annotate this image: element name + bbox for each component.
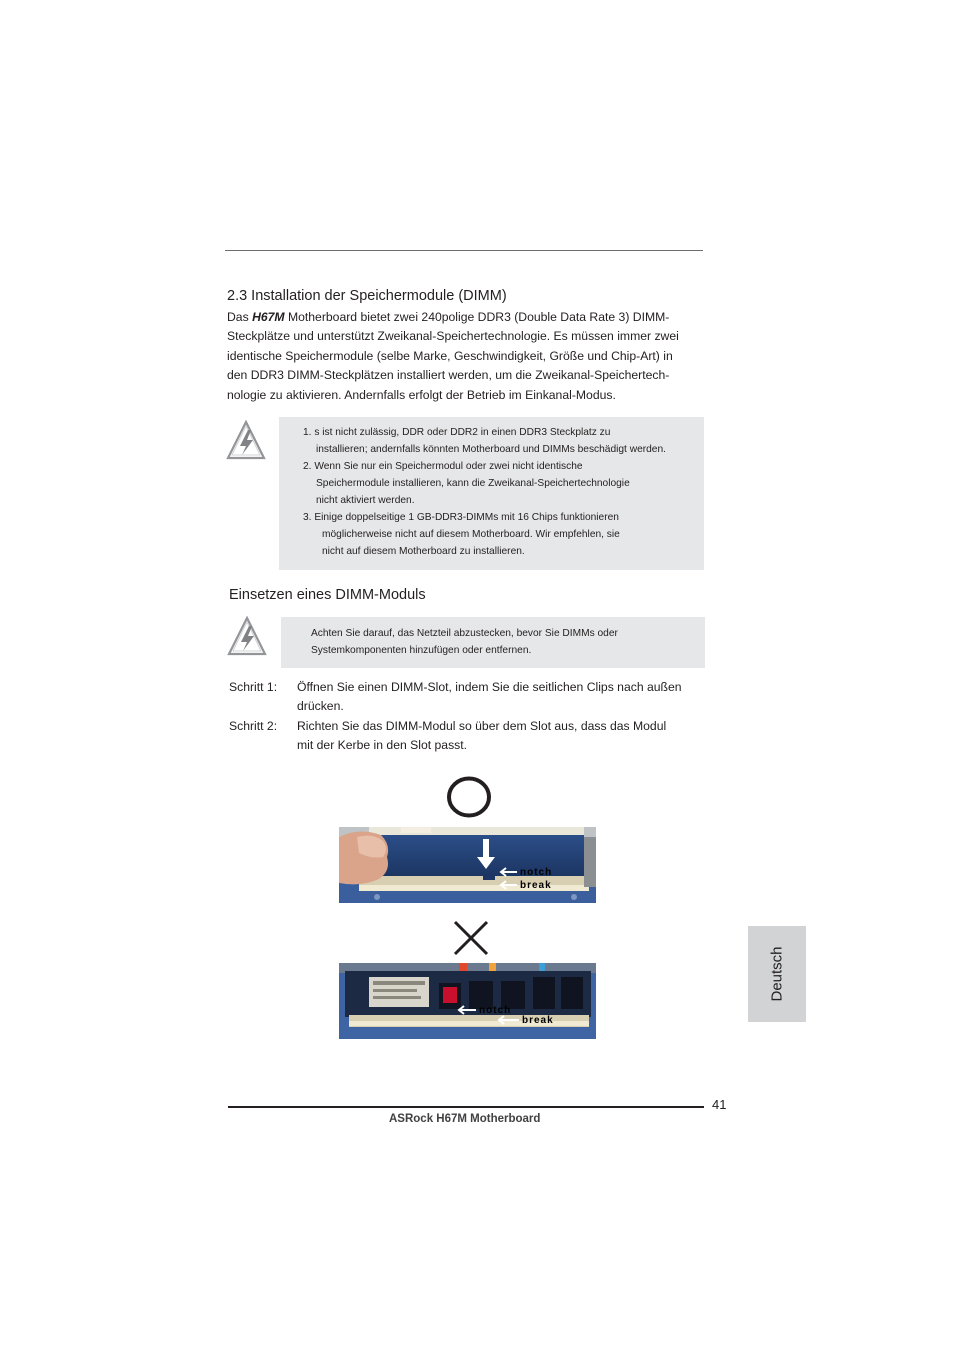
language-tab-label: Deutsch [768, 946, 786, 1002]
wrong-break-label: break [522, 1015, 554, 1026]
wrong-notch-label: notch [479, 1005, 512, 1016]
cross-wrong-icon [452, 919, 490, 957]
intro-line-3: identische Speichermodule (selbe Marke, Geschwindigkeit, Größe und Chip-Art) in [227, 348, 673, 363]
correct-notch-label: notch [520, 867, 553, 878]
intro-line-1: Das H67M Motherboard bietet zwei 240polige DDR3 (Double Data Rate 3) DIMM- [227, 310, 670, 324]
intro-line-5: nologie zu aktivieren. Andernfalls erfolgt der Betrieb im Einkanal-Modus. [227, 387, 616, 402]
note-item-3: 3. Einige doppelseitige 1 GB-DDR3-DIMMs mit 16 Chips funktionieren möglicherweise nicht auf diesem Motherboard. Wir empfehlen, sie nicht auf diesem Motherboard zu installieren. [303, 512, 620, 557]
power-warning-line-1: Achten Sie darauf, das Netzteil abzustecken, bevor Sie DIMMs oder [311, 628, 618, 639]
step-2: Schritt 2: Richten Sie das DIMM-Modul so über dem Slot aus, dass das Modul mit der Kerbe in den Slot passt. [229, 718, 667, 753]
intro-paragraph [227, 308, 705, 405]
steps-list [229, 678, 682, 756]
power-warning-line-2: Systemkomponenten hinzufügen oder entfernen. [311, 644, 532, 656]
footer-text: ASRock H67M Motherboard [389, 1113, 541, 1125]
warning-triangle-icon [227, 616, 267, 656]
step-label: Schritt 2: [229, 718, 278, 733]
subsection-title: Einsetzen eines DIMM-Moduls [229, 587, 426, 603]
step-label: Schritt 1: [229, 680, 278, 694]
note-item-2: 2. Wenn Sie nur ein Speichermodul oder zwei nicht identische Speichermodule installieren, kann die Zweikanal-Speichertechnologie nicht aktiviert werden. [303, 461, 630, 506]
model-name: H67M [252, 310, 285, 324]
intro-line-2: Steckplätze und unterstützt Zweikanal-Speichertechnologie. Es müssen immer zwei [227, 329, 679, 344]
notes-list [303, 424, 666, 560]
installation-notes-box [279, 417, 704, 570]
correct-insertion-photo [339, 827, 596, 903]
page-number: 41 [712, 1097, 727, 1112]
warning-triangle-icon [226, 420, 266, 460]
circle-correct-icon [446, 775, 492, 819]
correct-break-label: break [520, 880, 552, 891]
step-1: Schritt 1: Öffnen Sie einen DIMM-Slot, indem Sie die seitlichen Clips nach außen drücken. [229, 680, 682, 714]
intro-line-4: den DDR3 DIMM-Steckplätzen installiert werden, um die Zweikanal-Speichertech- [227, 368, 670, 383]
section-title: 2.3 Installation der Speichermodule (DIMM) [227, 288, 507, 304]
header-rule [225, 250, 703, 251]
language-tab [748, 926, 806, 1022]
note-item-1: 1. s ist nicht zulässig, DDR oder DDR2 in einen DDR3 Steckplatz zu installieren; andernfalls könnten Motherboard und DIMMs beschädigt werden. [303, 427, 666, 455]
power-warning-box [281, 617, 705, 668]
footer-rule [228, 1106, 704, 1108]
wrong-insertion-photo [339, 963, 596, 1039]
